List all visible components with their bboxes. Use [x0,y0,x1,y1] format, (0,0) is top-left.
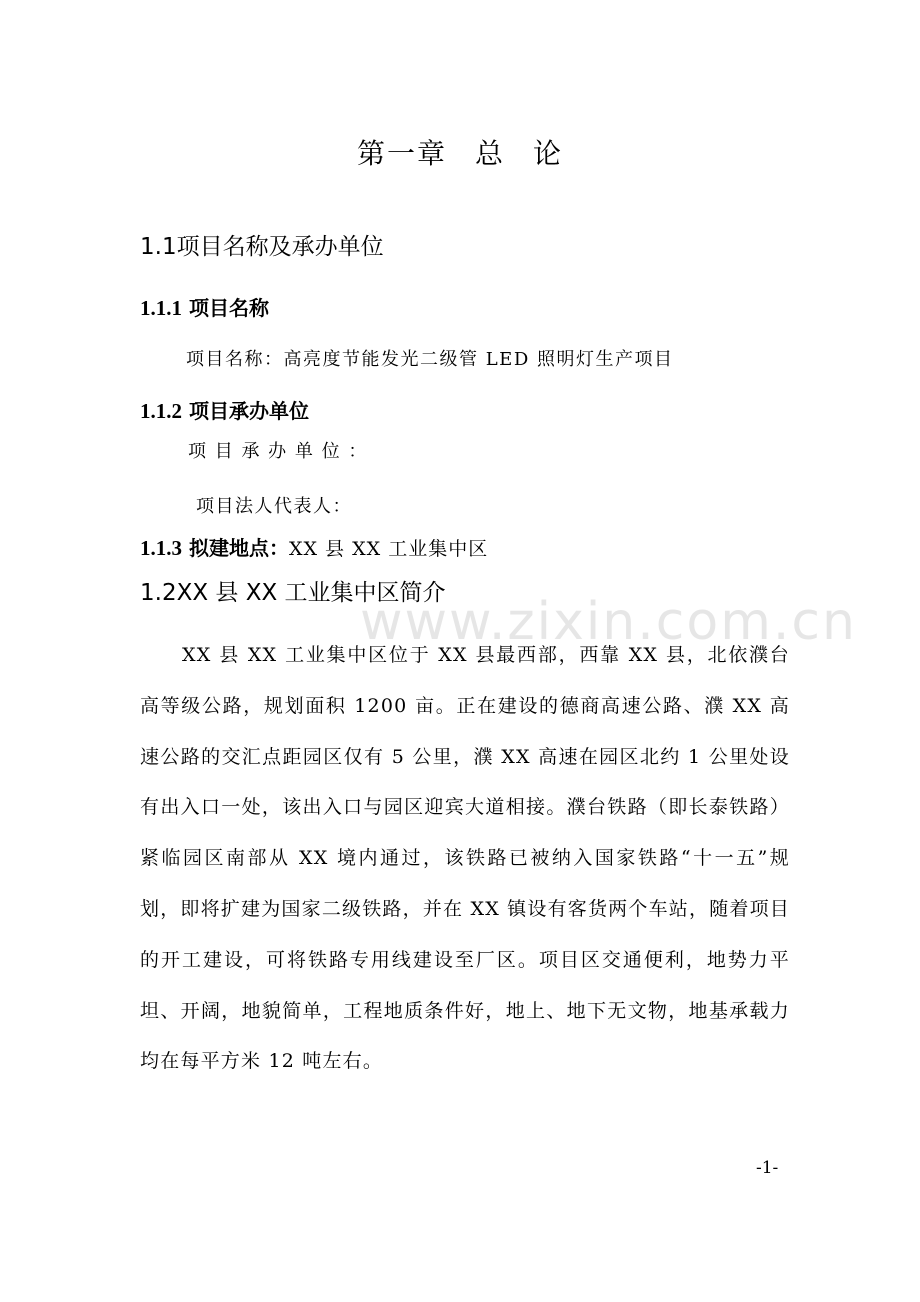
subsection-number: 1.1.2 [140,399,182,423]
chapter-number: 第一章 [356,137,447,170]
subsection-number: 1.1.3 [140,536,182,560]
subsection-1-1-3-heading [140,532,488,561]
chapter-word-1: 总 [474,137,505,170]
subsection-1-1-2-heading [140,395,309,424]
subsection-title: 项目名称 [188,296,269,320]
subsection-title: 项目承办单位 [188,399,309,423]
page-number: -1- [756,1158,779,1178]
subsection-number: 1.1.1 [140,296,182,320]
chapter-title [0,132,920,172]
section-1-1-heading: 1.1项目名称及承办单位 [140,234,384,260]
project-name-line: 项目名称：高亮度节能发光二级管 LED 照明灯生产项目 [186,349,674,370]
subsection-1-1-1-heading [140,292,269,321]
watermark: www.zixin.com.cn [360,592,857,652]
zone-introduction-paragraph: XX 县 XX 工业集中区位于 XX 县最西部，西靠 XX 县，北依濮台高等级公路，规划面积 1200 亩。正在建设的德商高速公路、濮 XX 高速公路的交汇点距园区仅有 5 公里，濮 XX 高速在园区北约 1 公里处设有出入口一处，该出入口与园区迎宾大道相接。濮台铁路（即长泰铁路）紧临园区南部从 XX 境内通过，该铁路已被纳入国家铁路“十一五”规划，即将扩建为国家二级铁路，并在 XX 镇设有客货两个车站，随着项目的开工建设，可将铁路专用线建设至厂区。项目区交通便利，地势力平坦、开阔，地貌简单，工程地质条件好，地上、地下无文物，地基承载力均在每平方米 12 吨左右。 [140,644,790,1073]
legal-representative-line: 项目法人代表人： [196,496,352,517]
undertaking-unit-line: 项 目 承 办 单 位 ： [188,441,368,462]
chapter-word-2: 论 [533,137,564,170]
subsection-title: 拟建地点： [188,536,289,560]
location-value: XX 县 XX 工业集中区 [288,538,489,560]
section-1-2-heading: 1.2XX 县 XX 工业集中区简介 [140,580,446,606]
